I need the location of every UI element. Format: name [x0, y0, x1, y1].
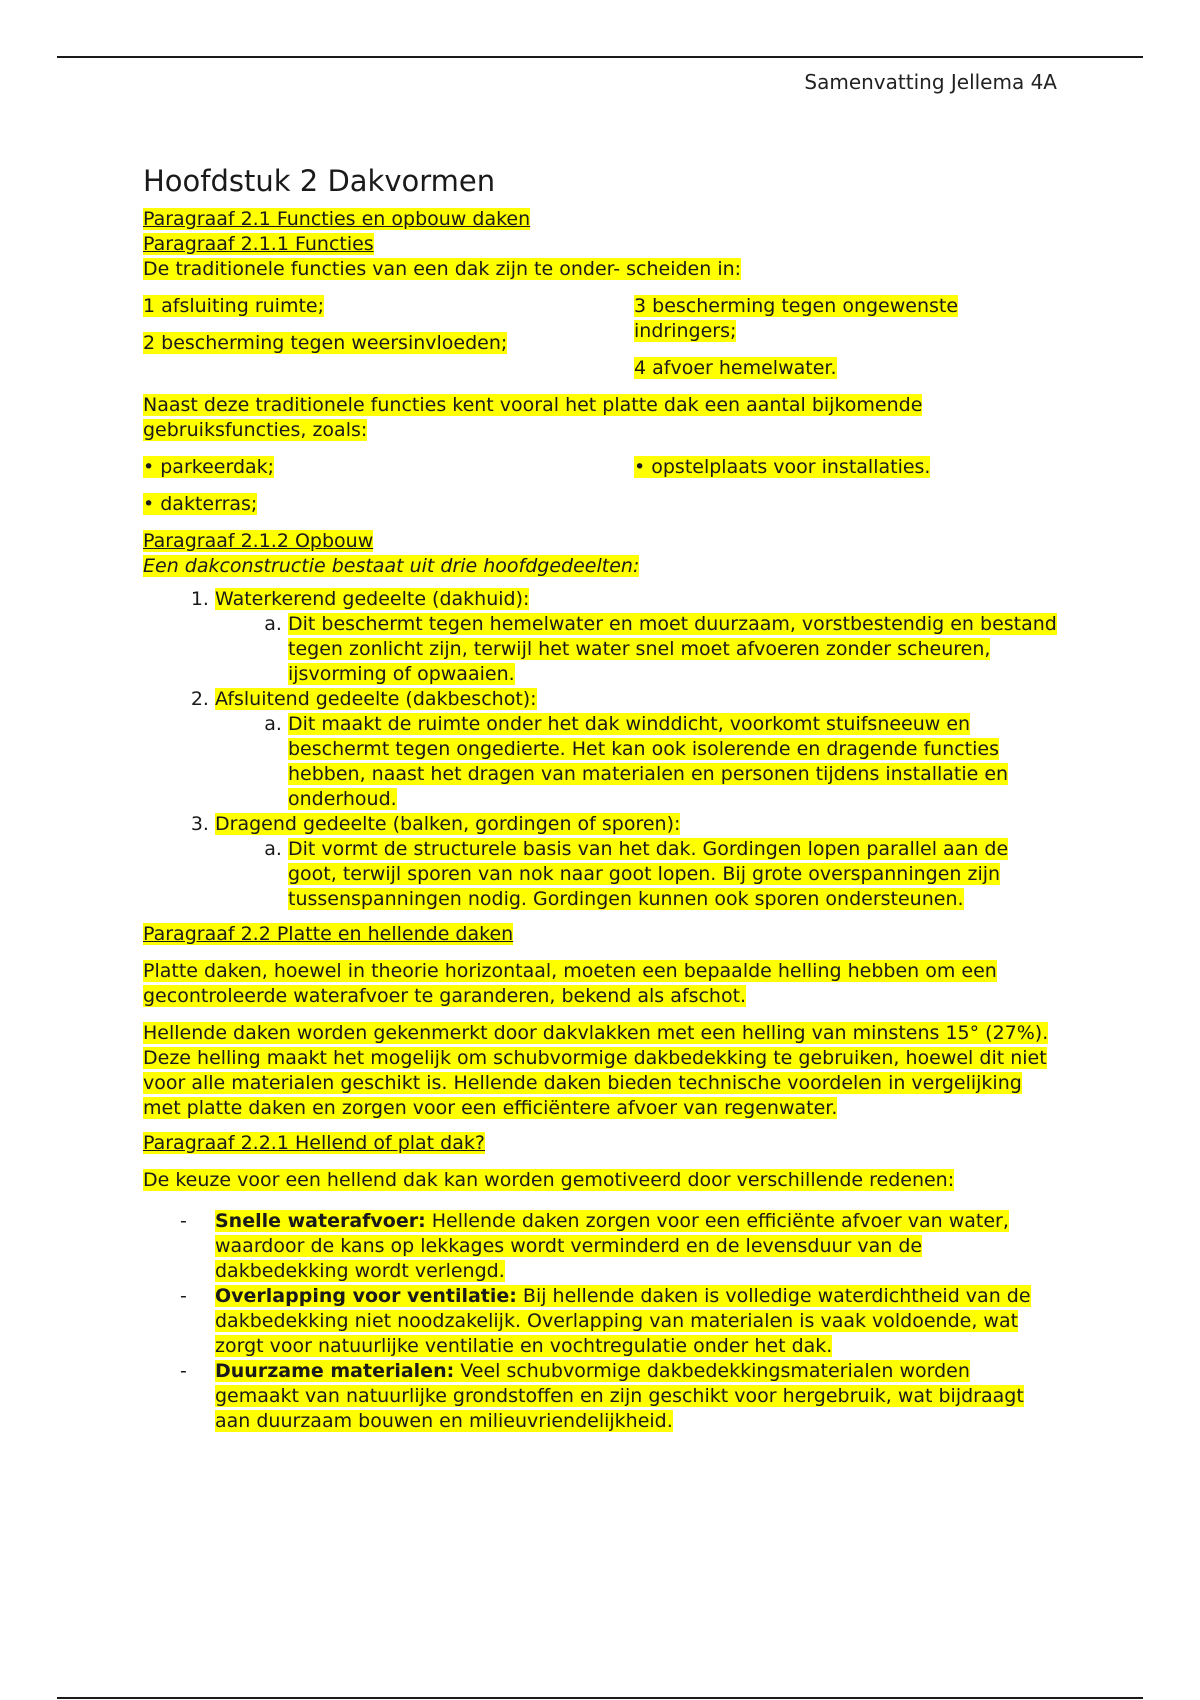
function-item: 4 afvoer hemelwater.	[634, 357, 837, 379]
list-item: - Overlapping voor ventilatie: Bij hellende daken is volledige waterdichtheid van de dakbedekking niet noodzakelijk. Overlapping van materialen is vaak voldoende, wat zorgt voor natuurlijke ventilatie en vochtregulatie onder het dak.	[215, 1284, 1058, 1359]
section-heading-2-2-1: Paragraaf 2.2.1 Hellend of plat dak?	[143, 1132, 485, 1154]
list-item: a. Dit vormt de structurele basis van het dak. Gordingen lopen parallel aan de goot, terwijl sporen van nok naar goot lopen. Bij grote overspanningen zijn tussenspanningen nodig. Gordingen kunnen ook sporen ondersteunen.	[288, 837, 1058, 912]
functions-columns	[143, 294, 1058, 393]
paragraph-pitched-roofs: Hellende daken worden gekenmerkt door dakvlakken met een helling van minstens 15° (27%). Deze helling maakt het mogelijk om schubvormige dakbedekking te gebruiken, hoewel dit niet voor alle materialen geschikt is. Hellende daken bieden technische voordelen in vergelijking met platte daken en zorgen voor een efficiëntere afvoer van regenwater.	[143, 1022, 1049, 1119]
function-item: 2 bescherming tegen weersinvloeden;	[143, 332, 508, 354]
reasons-intro: De keuze voor een hellend dak kan worden gemotiveerd door verschillende redenen:	[143, 1169, 955, 1191]
section-heading-2-2: Paragraaf 2.2 Platte en hellende daken	[143, 923, 514, 945]
list-item: 2. Afsluitend gedeelte (dakbeschot): a. Dit maakt de ruimte onder het dak winddicht, voorkomt stuifsneeuw en beschermt tegen ongedierte. Het kan ook isolerende en dragende functies hebben, naast het dragen van materialen en personen tijdens installatie en onderhoud.	[215, 687, 1058, 812]
section-heading-2-1-1: Paragraaf 2.1.1 Functies	[143, 233, 374, 255]
list-item: 3. Dragend gedeelte (balken, gordingen of sporen): a. Dit vormt de structurele basis van het dak. Gordingen lopen parallel aan de goot, terwijl sporen van nok naar goot lopen. Bij grote overspanningen zijn tussenspanningen nodig. Gordingen kunnen ook sporen ondersteunen.	[215, 812, 1058, 912]
chapter-title: Hoofdstuk 2 Dakvormen	[143, 164, 496, 198]
function-item: 1 afsluiting ruimte;	[143, 295, 325, 317]
structure-parts-list	[143, 587, 1058, 912]
extra-functions-columns	[143, 455, 1058, 529]
extra-function-item: • opstelplaats voor installaties.	[634, 456, 931, 478]
list-item: - Snelle waterafvoer: Hellende daken zorgen voor een efficiënte afvoer van water, waardoor de kans op lekkages wordt verminderd en de levensduur van de dakbedekking wordt verlengd.	[215, 1209, 1058, 1284]
functions-intro: De traditionele functies van een dak zijn te onder- scheiden in:	[143, 258, 742, 280]
extra-functions-intro: Naast deze traditionele functies kent vooral het platte dak een aantal bijkomende gebruiksfuncties, zoals:	[143, 394, 923, 441]
reasons-list	[143, 1209, 1058, 1434]
list-item: 1. Waterkerend gedeelte (dakhuid): a. Dit beschermt tegen hemelwater en moet duurzaam, vorstbestendig en bestand tegen zonlicht zijn, terwijl het water snel moet afvoeren zonder scheuren, ijsvorming of opwaaien.	[215, 587, 1058, 687]
structure-intro: Een dakconstructie bestaat uit drie hoofdgedeelten:	[143, 555, 640, 577]
list-item: a. Dit beschermt tegen hemelwater en moet duurzaam, vorstbestendig en bestand tegen zonlicht zijn, terwijl het water snel moet afvoeren zonder scheuren, ijsvorming of opwaaien.	[288, 612, 1058, 687]
extra-function-item: • parkeerdak;	[143, 456, 275, 478]
page-header: Samenvatting Jellema 4A	[804, 70, 1057, 94]
header-rule	[57, 56, 1143, 58]
list-item: a. Dit maakt de ruimte onder het dak winddicht, voorkomt stuifsneeuw en beschermt tegen ongedierte. Het kan ook isolerende en dragende functies hebben, naast het dragen van materialen en personen tijdens installatie en onderhoud.	[288, 712, 1058, 812]
list-item: - Duurzame materialen: Veel schubvormige dakbedekkingsmaterialen worden gemaakt van natuurlijke grondstoffen en zijn geschikt voor hergebruik, wat bijdraagt aan duurzaam bouwen en milieuvriendelijkheid.	[215, 1359, 1058, 1434]
footer-rule	[57, 1697, 1143, 1699]
paragraph-flat-roofs: Platte daken, hoewel in theorie horizontaal, moeten een bepaalde helling hebben om een gecontroleerde waterafvoer te garanderen, bekend als afschot.	[143, 960, 997, 1007]
function-item: 3 bescherming tegen ongewenste indringers;	[634, 295, 959, 342]
section-heading-2-1-2: Paragraaf 2.1.2 Opbouw	[143, 530, 374, 552]
section-heading-2-1: Paragraaf 2.1 Functies en opbouw daken	[143, 208, 531, 230]
extra-function-item: • dakterras;	[143, 493, 258, 515]
document-body	[143, 163, 1058, 1434]
